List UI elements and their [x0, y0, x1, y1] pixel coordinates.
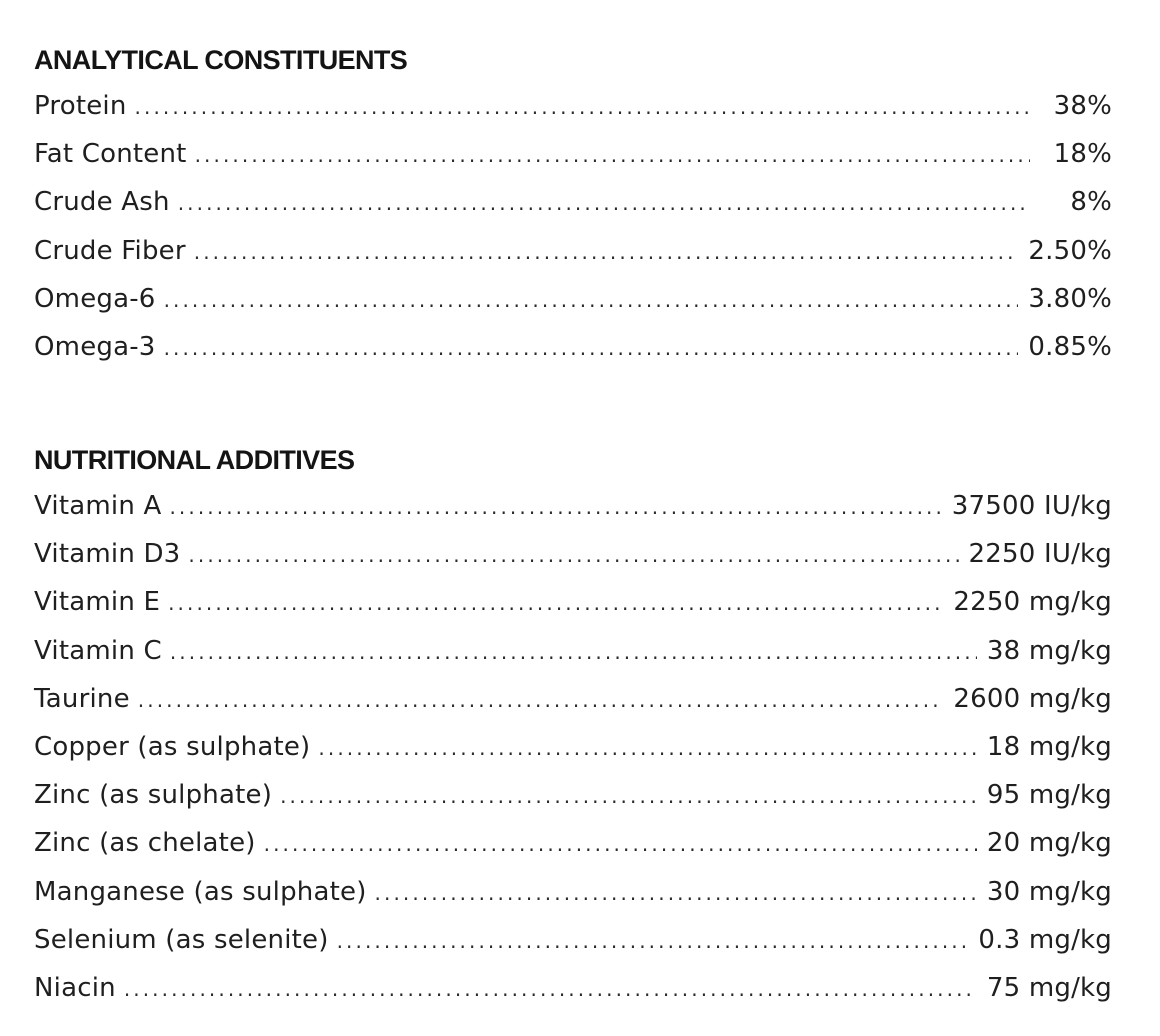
dot-leader	[178, 179, 1030, 227]
list-item	[34, 819, 1112, 867]
list-item	[34, 868, 1112, 916]
item-label: Fat Content	[34, 139, 187, 170]
dot-leader	[280, 772, 977, 820]
item-label: Selenium (as selenite)	[34, 924, 329, 955]
item-value: 2600 mg/kg	[953, 683, 1112, 714]
dot-leader	[264, 820, 977, 868]
item-label: Zinc (as sulphate)	[34, 780, 273, 811]
dot-leader	[169, 483, 941, 531]
item-label: Copper (as sulphate)	[34, 731, 311, 762]
item-value: 2250 mg/kg	[953, 587, 1112, 618]
item-label: Vitamin E	[34, 587, 161, 618]
dot-leader	[135, 83, 1030, 131]
list-item	[34, 530, 1112, 578]
item-label: Manganese (as sulphate)	[34, 876, 367, 907]
item-label: Taurine	[34, 683, 130, 714]
list-item	[34, 964, 1112, 1012]
item-label: Vitamin C	[34, 635, 162, 666]
item-value: 75 mg/kg	[986, 972, 1112, 1003]
item-label: Omega-6	[34, 283, 156, 314]
item-value: 0.85%	[1028, 331, 1112, 362]
item-label: Crude Ash	[34, 187, 170, 218]
dot-leader	[164, 276, 1019, 324]
dot-leader	[170, 628, 977, 676]
item-label: Protein	[34, 91, 127, 121]
dot-leader	[188, 531, 958, 579]
list-item	[34, 482, 1112, 530]
list-item	[34, 723, 1112, 771]
list-item	[34, 578, 1112, 626]
list-item	[34, 323, 1112, 371]
item-label: Omega-3	[34, 331, 156, 362]
dot-leader	[337, 917, 969, 965]
item-label: Crude Fiber	[34, 235, 186, 266]
item-value: 18 mg/kg	[986, 731, 1112, 762]
item-label: Vitamin A	[34, 491, 162, 521]
item-value: 18%	[1053, 139, 1112, 170]
item-value: 37500 IU/kg	[951, 491, 1112, 521]
additives-list	[34, 482, 1112, 1012]
analytical-constituents-section	[34, 38, 1112, 371]
item-value: 2.50%	[1028, 235, 1112, 266]
item-value: 38 mg/kg	[986, 635, 1112, 666]
list-item	[34, 771, 1112, 819]
section-title: ANALYTICAL CONSTITUENTS	[34, 45, 408, 75]
item-value: 3.80%	[1028, 283, 1112, 314]
nutritional-additives-section	[34, 438, 1112, 1012]
section-title: NUTRITIONAL ADDITIVES	[34, 445, 355, 475]
dot-leader	[138, 676, 944, 724]
dot-leader	[124, 965, 977, 1013]
constituents-list	[34, 82, 1112, 371]
dot-leader	[375, 869, 977, 917]
item-value: 20 mg/kg	[986, 828, 1112, 859]
dot-leader	[318, 724, 976, 772]
item-label: Zinc (as chelate)	[34, 828, 256, 859]
dot-leader	[194, 228, 1019, 276]
list-item	[34, 227, 1112, 275]
dot-leader	[164, 324, 1019, 372]
item-value: 30 mg/kg	[986, 876, 1112, 907]
item-value: 38%	[1053, 91, 1112, 121]
list-item	[34, 82, 1112, 130]
list-item	[34, 178, 1112, 226]
item-value: 0.3 mg/kg	[978, 924, 1112, 955]
dot-leader	[168, 579, 943, 627]
list-item	[34, 627, 1112, 675]
item-label: Niacin	[34, 972, 116, 1003]
list-item	[34, 130, 1112, 178]
item-value: 8%	[1070, 187, 1112, 218]
list-item	[34, 275, 1112, 323]
item-value: 2250 IU/kg	[968, 539, 1112, 570]
item-label: Vitamin D3	[34, 539, 181, 570]
list-item	[34, 675, 1112, 723]
list-item	[34, 916, 1112, 964]
dot-leader	[195, 131, 1030, 179]
item-value: 95 mg/kg	[986, 780, 1112, 811]
